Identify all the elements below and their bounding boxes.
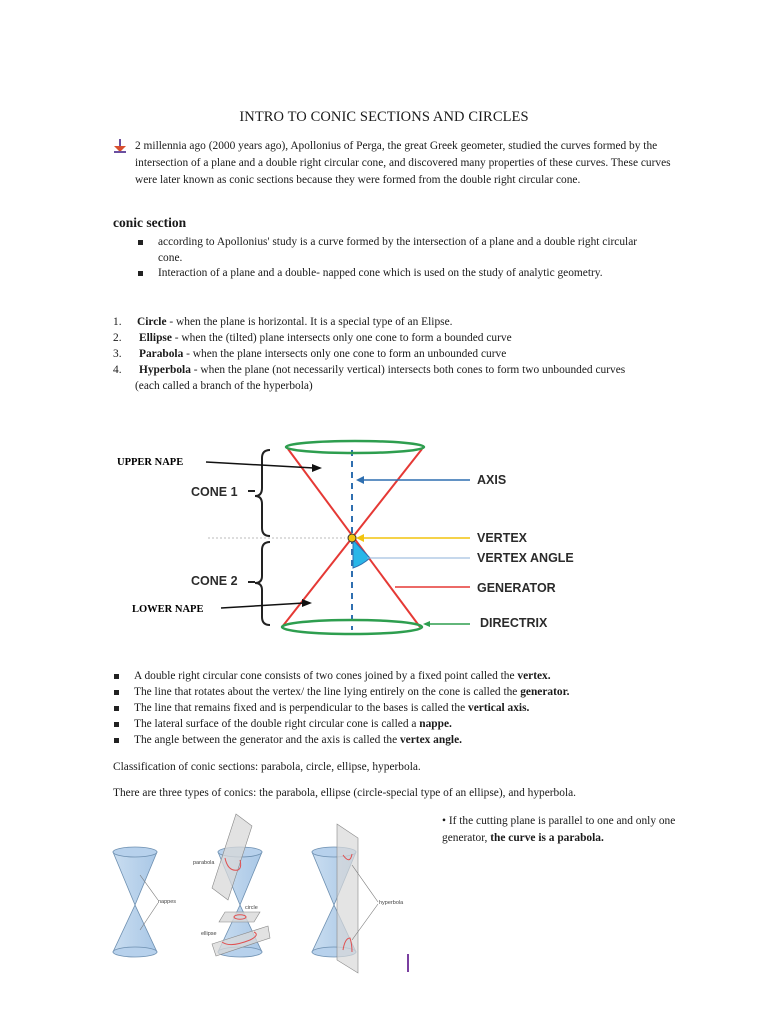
double-cone-nappes [113, 847, 176, 957]
square-bullet-icon [138, 240, 143, 245]
label-circle: circle [245, 905, 258, 911]
cone1-brace [255, 450, 270, 536]
arrow-down-bullet-icon [113, 138, 127, 154]
cone2-brace [255, 542, 270, 625]
term-circle: Circle [137, 316, 167, 328]
label-parabola: parabola [193, 860, 215, 866]
section-heading-conic-section: conic section [113, 215, 187, 230]
list-number: 2. [113, 332, 122, 344]
square-bullet-icon [114, 738, 119, 743]
term-description: - when the plane is horizontal. It is a special type of an Elipse. [166, 316, 453, 328]
label-cone1: CONE 1 [191, 485, 238, 499]
term-ellipse: Ellipse [139, 332, 172, 344]
double-cone-sections [193, 814, 270, 957]
list-item: A double right circular cone consists of two cones joined by a fixed point called the vertex. [134, 670, 551, 682]
square-bullet-icon [114, 690, 119, 695]
list-item: The line that remains fixed and is perpendicular to the bases is called the vertical axis. [134, 702, 530, 714]
label-vertex: VERTEX [477, 531, 528, 545]
label-cone2: CONE 2 [191, 574, 238, 588]
double-cone-hyperbola [312, 824, 404, 973]
label-upper-nape: UPPER NAPE [117, 457, 184, 468]
label-ellipse: ellipse [201, 931, 217, 937]
label-axis: AXIS [477, 473, 507, 487]
square-bullet-icon [138, 271, 143, 276]
label-hyperbola: hyperbola [379, 900, 404, 906]
label-directrix: DIRECTRIX [480, 616, 548, 630]
term-hyperbola: Hyperbola [139, 364, 191, 376]
side-note-parabola: • If the cutting plane is parallel to one and only one generator, the curve is a parabola. [442, 815, 676, 844]
upper-directrix [286, 441, 424, 453]
label-generator: GENERATOR [477, 581, 556, 595]
term-description: - when the plane (not necessarily vertical) intersects both cones to form two unbounded curves [190, 364, 626, 376]
term-parabola: Parabola [139, 348, 184, 360]
list-number: 3. [113, 348, 122, 360]
square-bullet-icon [114, 674, 119, 679]
list-number: 4. [113, 364, 122, 376]
marker-icon [407, 954, 409, 972]
label-lower-nape: LOWER NAPE [132, 604, 204, 615]
term-description: - when the (tilted) plane intersects only one cone to form a bounded curve [171, 332, 512, 344]
three-types-paragraph: There are three types of conics: the parabola, ellipse (circle-special type of an ellipse), and hyperbola. [113, 787, 577, 799]
square-bullet-icon [114, 706, 119, 711]
list-item: The line that rotates about the vertex/ the line lying entirely on the cone is called the generator. [134, 686, 570, 698]
classification-paragraph: Classification of conic sections: parabola, circle, ellipse, hyperbola. [113, 761, 421, 773]
label-vertex-angle: VERTEX ANGLE [477, 551, 574, 565]
list-item: The lateral surface of the double right circular cone is called a nappe. [134, 718, 452, 730]
list-number: 1. [113, 316, 122, 328]
label-nappes: nappes [158, 899, 177, 905]
list-item: Interaction of a plane and a double- napped cone which is used on the study of analytic geometry. [158, 267, 603, 279]
vertex-angle-wedge [353, 540, 370, 568]
page-title: INTRO TO CONIC SECTIONS AND CIRCLES [239, 109, 529, 125]
list-item: according to Apollonius' study is a curve formed by the intersection of a plane and a double right circular cone. [158, 236, 638, 264]
double-cone-diagram [100, 430, 580, 650]
list-item: The angle between the generator and the axis is called the vertex angle. [134, 734, 462, 746]
term-description-continued: (each called a branch of the hyperbola) [135, 380, 313, 392]
intro-paragraph: 2 millennia ago (2000 years ago), Apollonius of Perga, the great Greek geometer, studied the curves formed by the intersection of a plane and a double right circular cone, and discovered many properties of these curves. These curves were later known as conic sections because they were formed from the double right circular cone. [135, 140, 671, 186]
square-bullet-icon [114, 722, 119, 727]
term-description: - when the plane intersects only one cone to form an unbounded curve [183, 348, 507, 360]
conic-sections-figure [100, 810, 430, 990]
vertex-point [348, 534, 356, 542]
